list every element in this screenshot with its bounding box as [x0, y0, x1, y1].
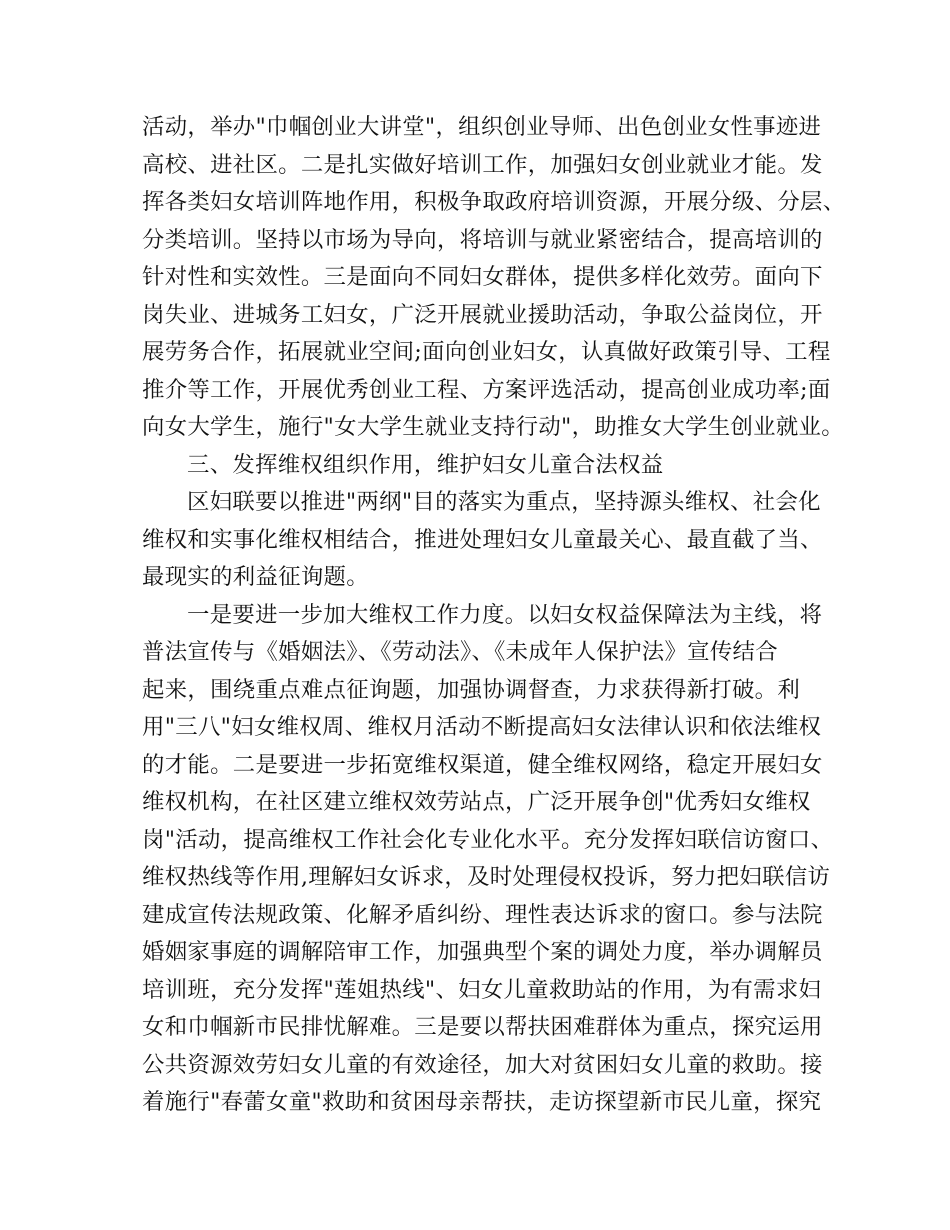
text-line: 展劳务合作，拓展就业空间;面向创业妇女，认真做好政策引导、工程 — [142, 339, 831, 365]
text-line: 起来，围绕重点难点征询题，加强协调督查，力求获得新打破。利 — [142, 676, 801, 703]
text-line: 公共资源效劳妇女儿童的有效途径，加大对贫困妇女儿童的救助。接 — [142, 1051, 823, 1078]
text-line: 区妇联要以推进"两纲"目的落实为重点，坚持源头维权、社会化 — [187, 489, 821, 515]
text-line: 维权机构，在社区建立维权效劳站点，广泛开展争创"优秀妇女维权 — [142, 789, 811, 815]
text-line: 普法宣传与《婚姻法》、《劳动法》、《未成年人保护法》宣传结合 — [142, 639, 778, 665]
text-line: 岗"活动，提高维权工作社会化专业化水平。充分发挥妇联信访窗口、 — [142, 826, 834, 853]
text-line: 培训班，充分发挥"莲姐热线"、妇女儿童救助站的作用，为有需求妇 — [142, 976, 822, 1003]
text-line: 最现实的利益征询题。 — [142, 564, 369, 590]
document-page — [142, 109, 846, 1122]
text-line: 针对性和实效性。三是面向不同妇女群体，提供多样化效劳。面向下 — [142, 264, 823, 290]
text-line: 着施行"春蕾女童"救助和贫困母亲帮扶，走访探望新市民儿童，探究 — [142, 1089, 822, 1115]
text-line: 维权热线等作用,理解妇女诉求，及时处理侵权投诉，努力把妇联信访 — [142, 864, 831, 890]
text-line: 向女大学生，施行"女大学生就业支持行动"，助推女大学生创业就业。 — [142, 414, 844, 440]
text-line: 活动，举办"巾帼创业大讲堂"，组织创业导师、出色创业女性事迹进 — [142, 114, 822, 140]
text-line: 用"三八"妇女维权周、维权月活动不断提高妇女法律认识和依法维权 — [142, 714, 822, 740]
text-line: 建成宣传法规政策、化解矛盾纠纷、理性表达诉求的窗口。参与法院 — [142, 901, 823, 928]
text-line: 的才能。二是要进一步拓宽维权渠道，健全维权网络，稳定开展妇女 — [142, 751, 823, 778]
text-line: 维权和实事化维权相结合，推进处理妇女儿童最关心、最直截了当、 — [142, 526, 823, 553]
text-line: 推介等工作，开展优秀创业工程、方案评选活动，提高创业成功率;面 — [142, 376, 831, 403]
text-line: 高校、进社区。二是扎实做好培训工作，加强妇女创业就业才能。发 — [142, 151, 823, 178]
text-line: 岗失业、进城务工妇女，广泛开展就业援助活动，争取公益岗位，开 — [142, 301, 823, 328]
text-line: 婚姻家事庭的调解陪审工作，加强典型个案的调处力度，举办调解员 — [142, 939, 823, 965]
text-line: 女和巾帼新市民排忧解难。三是要以帮扶困难群体为重点，探究运用 — [142, 1014, 823, 1040]
text-line: 分类培训。坚持以市场为导向，将培训与就业紧密结合，提高培训的 — [142, 226, 823, 253]
text-line: 一是要进一步加大维权工作力度。以妇女权益保障法为主线，将 — [187, 601, 823, 628]
section-heading: 三、发挥维权组织作用，维护妇女儿童合法权益 — [187, 451, 664, 478]
text-line: 挥各类妇女培训阵地作用，积极争取政府培训资源，开展分级、分层、 — [142, 189, 846, 215]
